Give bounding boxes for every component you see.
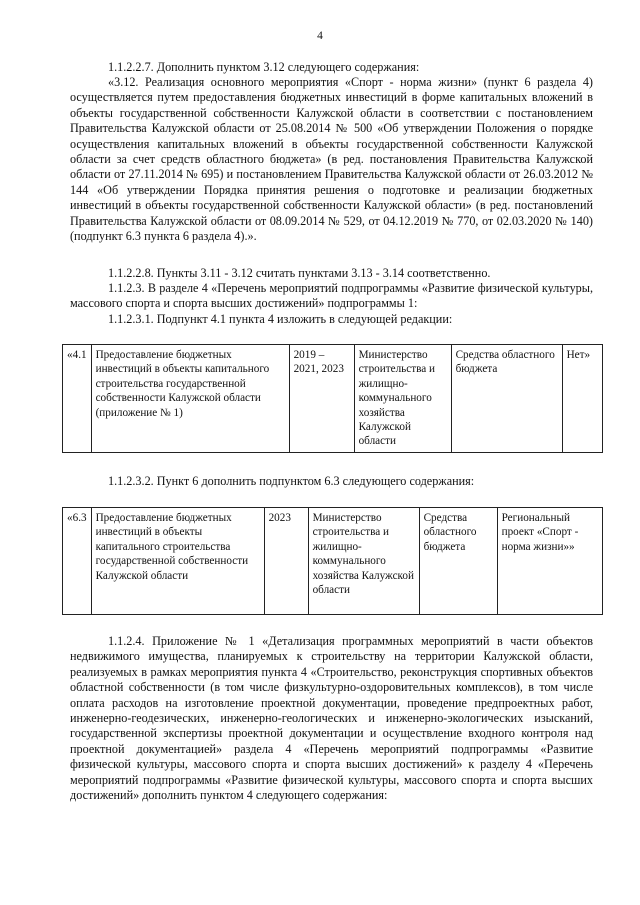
cell-note: Региональный проект «Спорт - норма жизни»» [497,508,602,615]
paragraph-1-1-2-3-2: 1.1.2.3.2. Пункт 6 дополнить подпунктом 6.3 следующего содержания: [108,474,475,488]
cell-funding-source: Средства областного бюджета [451,345,562,453]
cell-name: Предоставление бюджетных инвестиций в объекты капитального строительства государственной собственности Калужской области [91,508,264,615]
cell-number: «6.3 [63,508,92,615]
paragraph-1-1-2-2-8: 1.1.2.2.8. Пункты 3.11 - 3.12 считать пунктами 3.13 - 3.14 соответственно. [108,266,491,280]
cell-note: Нет» [562,345,602,453]
table-row [63,508,603,615]
paragraph-1-1-2-2-7: 1.1.2.2.7. Дополнить пунктом 3.12 следующего содержания: [108,60,420,74]
cell-years: 2019 – 2021, 2023 [289,345,354,453]
cell-executor: Министерство строительства и жилищно-коммунального хозяйства Калужской области [354,345,451,453]
cell-number: «4.1 [63,345,92,453]
paragraph-1-1-2-3: 1.1.2.3. В разделе 4 «Перечень мероприятий подпрограммы «Развитие физической культуры, массового спорта и спорта высших достижений» подпрограммы 1: [70,281,593,311]
cell-executor: Министерство строительства и жилищно-коммунального хозяйства Калужской области [308,508,419,615]
cell-years: 2023 [264,508,308,615]
paragraph-3-12-text: «3.12. Реализация основного мероприятия «Спорт - норма жизни» (пункт 6 раздела 4) осуществляется путем предоставления бюджетных инвестиций в форме капитальных вложений в объекты государственной собственности Калужской области в соответствии с постановлением Правительства Калужской области от 25.08.2014 № 500 «Об утверждении Положения о порядке осуществления капитальных вложений в объекты государственной собственности Калужской области за счет средств областного бюджета» (в ред. постановления Правительства Калужской области от 27.11.2014 № 695) и постановлением Правительства Калужской области от 26.03.2012 № 144 «Об утверждении Порядка принятия решения о подготовке и реализации бюджетных инвестиций в объекты государственной собственности Калужской области» (в ред. постановлений Правительства Калужской области от 08.09.2014 № 529, от 04.12.2019 № 770, от 02.03.2020 № 140) (подпункт 6.3 пункта 6 раздела 4).». [70,75,593,244]
paragraph-1-1-2-4: 1.1.2.4. Приложение № 1 «Детализация программных мероприятий в части объектов недвижимого имущества, планируемых к строительству на территории Калужской области, реализуемых в рамках мероприятия пункта 4 «Строительство, реконструкция спортивных объектов областной собственности (в том числе физкультурно-оздоровительных комплексов), в том числе оплата расходов на изготовление проектной документации, проведение предпроектных работ, инженерно-геодезических, инженерно-геологических и инженерно-экологических изысканий, государственной экспертизы проектной документации и осуществление входного контроля над проектной документацией» раздела 4 «Перечень мероприятий подпрограммы «Развитие физической культуры, массового спорта и спорта высших достижений» к разделу 4 «Перечень мероприятий подпрограммы «Развитие физической культуры, массового спорта и спорта высших достижений» дополнить пунктом 4 следующего содержания: [70,634,593,803]
cell-funding-source: Средства областного бюджета [419,508,497,615]
table-row [63,345,603,453]
table-item-6-3 [62,507,603,615]
table-item-4-1 [62,344,603,453]
paragraph-1-1-2-3-1: 1.1.2.3.1. Подпункт 4.1 пункта 4 изложить в следующей редакции: [108,312,453,326]
page-number: 4 [317,30,323,42]
cell-name: Предоставление бюджетных инвестиций в объекты капитального строительства государственной собственности Калужской области (приложение № 1) [91,345,289,453]
